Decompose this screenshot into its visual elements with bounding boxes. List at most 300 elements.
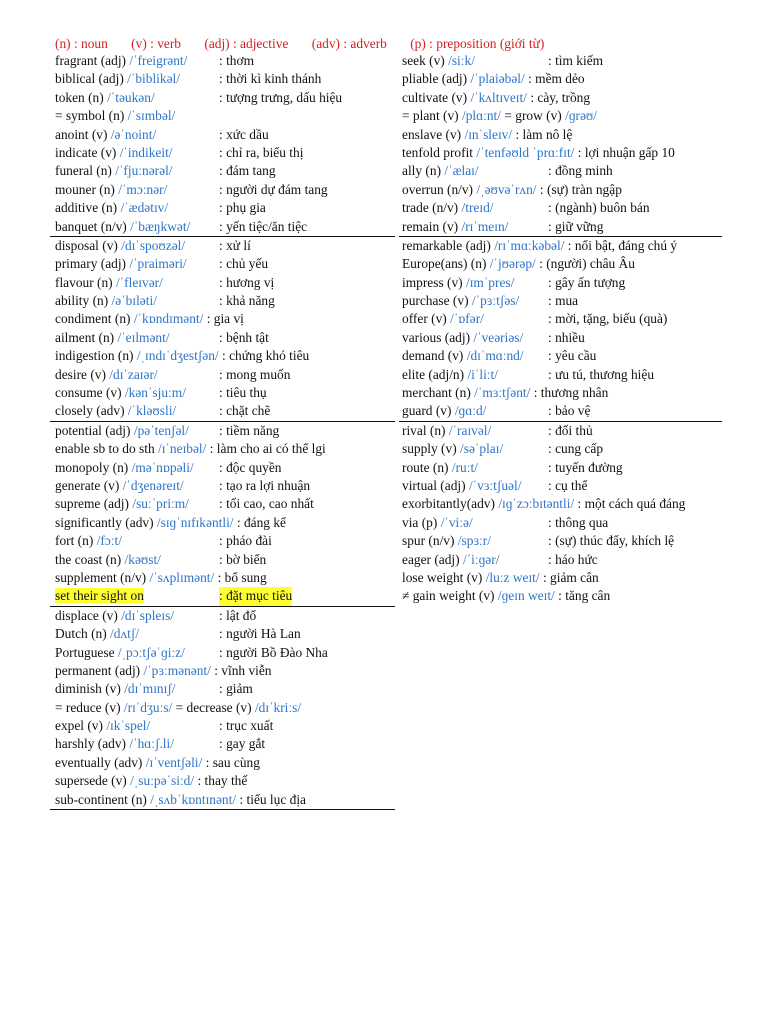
vocab-term [55, 681, 176, 696]
term-meaning: = decrease (v) [175, 699, 252, 715]
vocab-term [55, 423, 189, 438]
vocab-entry [55, 495, 395, 513]
vocab-entry [55, 717, 395, 735]
term-word: indicate (v) [55, 144, 117, 160]
vocab-term [402, 330, 523, 345]
term-meaning: : xức dầu [219, 126, 269, 142]
vocab-term [55, 330, 170, 345]
section-divider [50, 809, 395, 810]
vocab-term [402, 570, 540, 585]
term-meaning: : cụ thể [548, 477, 588, 493]
term-phonetic: /dɪˈmɑːnd/ [466, 348, 524, 364]
term-phonetic: /ruːt/ [451, 459, 478, 475]
vocab-term [55, 275, 163, 290]
term-word: closely (adv) [55, 403, 125, 419]
vocab-term [402, 588, 555, 603]
term-meaning: : cày, trồng [530, 89, 591, 105]
term-word: anoint (v) [55, 126, 108, 142]
vocab-term [55, 663, 211, 678]
term-meaning: : chặt chẽ [219, 403, 271, 419]
vocab-term [55, 441, 206, 456]
vocab-term [402, 478, 521, 493]
term-phonetic: /ɡɑːd/ [454, 403, 487, 419]
vocab-entry [402, 52, 732, 70]
term-word: offer (v) [402, 311, 447, 327]
vocab-term [402, 182, 537, 197]
term-phonetic: /ˈfreigrənt/ [129, 53, 188, 68]
vocab-entry [402, 551, 732, 569]
term-phonetic: /ɡeɪn weɪt/ [497, 588, 555, 604]
vocab-entry [402, 495, 732, 513]
term-phonetic: /ˈvɜːtʃuəl/ [468, 477, 522, 493]
term-word: flavour (n) [55, 274, 113, 290]
term-word: token (n) [55, 89, 104, 105]
term-phonetic: /ˈtenfəʊld ˈprɑːfɪt/ [476, 144, 575, 160]
vocab-term [402, 200, 493, 215]
term-phonetic: /ˈjʊərəp/ [489, 256, 536, 272]
term-meaning: : một cách quá đáng [577, 496, 686, 512]
term-word: generate (v) [55, 477, 120, 493]
term-phonetic: /əˈnoint/ [110, 126, 157, 142]
term-phonetic: /sɪɡˈnɪfɪkəntli/ [156, 514, 234, 530]
term-phonetic: /ˈraɪvəl/ [448, 422, 492, 438]
vocab-entry [55, 89, 395, 107]
term-phonetic: /ˈtəukən/ [107, 89, 155, 105]
term-word: funeral (n) [55, 163, 112, 179]
term-word: biblical (adj) [55, 71, 124, 87]
term-word: set their sight on [55, 588, 144, 604]
term-meaning: : thông qua [548, 514, 609, 530]
vocab-term [402, 403, 486, 418]
vocab-entry [402, 199, 732, 217]
vocab-entry [55, 662, 395, 680]
vocab-term [55, 90, 155, 105]
term-word: supply (v) [402, 441, 457, 457]
vocab-term [402, 515, 473, 530]
term-phonetic: /ɪˈventʃəli/ [145, 754, 203, 770]
term-meaning: : xử lí [219, 237, 251, 253]
term-meaning: : chủ yếu [219, 256, 269, 272]
term-meaning: : khả năng [219, 293, 275, 309]
term-phonetic: /əˈbɪləti/ [111, 293, 157, 309]
vocab-term [55, 792, 236, 807]
term-word: guard (v) [402, 403, 452, 419]
term-word: pliable (adj) [402, 71, 468, 87]
vocab-entry [402, 126, 732, 144]
term-word: various (adj) [402, 329, 471, 345]
vocab-entry [55, 255, 395, 273]
term-phonetic: /ˈædətɪv/ [120, 200, 169, 216]
vocab-term [55, 588, 144, 603]
vocab-entry [55, 384, 395, 402]
vocab-entry [55, 107, 395, 125]
vocab-term [55, 385, 186, 400]
term-word: ally (n) [402, 163, 442, 179]
term-meaning: : đối thủ [548, 422, 593, 438]
term-meaning: : (người) châu Âu [539, 256, 635, 272]
legend-noun: (n) : noun [55, 36, 108, 51]
vocab-term [55, 533, 122, 548]
term-phonetic: /dʌtʃ/ [110, 626, 140, 642]
vocab-term [402, 127, 512, 142]
vocab-term [55, 645, 185, 660]
term-phonetic: /ˌsʌbˈkɒntɪnənt/ [150, 791, 237, 807]
vocab-entry [402, 384, 732, 402]
term-word: impress (v) [402, 274, 463, 290]
term-word: purchase (v) [402, 293, 469, 309]
term-word: = plant (v) [402, 108, 459, 124]
vocab-entry [55, 52, 395, 70]
vocab-term [55, 127, 156, 142]
vocab-term [402, 293, 519, 308]
term-meaning: : lật đổ [219, 607, 257, 623]
term-word: consume (v) [55, 385, 122, 401]
vocab-entry [55, 70, 395, 88]
term-meaning: : gây ấn tượng [548, 274, 626, 290]
term-word: diminish (v) [55, 681, 121, 697]
vocab-term [55, 552, 161, 567]
vocab-term [402, 145, 574, 160]
vocab-entry [55, 144, 395, 162]
vocab-term [55, 108, 175, 123]
term-phonetic: /ɡrəʊ/ [565, 108, 597, 124]
term-meaning: : bảo vệ [548, 403, 591, 419]
term-meaning: : tượng trưng, dấu hiệu [219, 89, 343, 105]
term-phonetic: /rɪˈdʒuːs/ [123, 699, 173, 715]
term-word: demand (v) [402, 348, 464, 364]
term-meaning: : tiêu thụ [219, 385, 267, 401]
vocab-entry [402, 587, 732, 605]
term-word: supersede (v) [55, 773, 127, 789]
term-meaning: : mời, tặng, biếu (quà) [548, 311, 668, 327]
term-phonetic: /ˈælaɪ/ [444, 163, 479, 179]
vocab-term [402, 385, 530, 400]
term-phonetic: /ˈbiblikəl/ [127, 71, 180, 87]
term-phonetic: /dɪˈkriːs/ [254, 699, 302, 715]
vocab-entry [55, 422, 395, 440]
term-word: additive (n) [55, 200, 118, 216]
term-meaning: : độc quyền [219, 459, 282, 475]
vocab-term [55, 311, 203, 326]
vocab-entry [402, 274, 732, 292]
term-word: remain (v) [402, 218, 459, 234]
term-meaning: : hương vị [219, 274, 275, 290]
vocab-entry [55, 126, 395, 144]
term-meaning: : háo hức [548, 551, 598, 567]
term-word: seek (v) [402, 53, 445, 68]
term-word: banquet (n/v) [55, 218, 127, 234]
vocab-entry [55, 607, 395, 625]
term-word: elite (adj/n) [402, 366, 465, 382]
term-meaning: : chứng khó tiêu [222, 348, 310, 364]
term-meaning: : đồng minh [548, 163, 613, 179]
vocab-term [55, 367, 158, 382]
vocab-entry [402, 89, 732, 107]
vocab-entry [55, 218, 395, 236]
vocab-term [55, 403, 176, 418]
vocab-entry [402, 292, 732, 310]
legend-preposition: (p) : preposition (giới từ) [410, 36, 545, 51]
term-word: eventually (adv) [55, 754, 143, 770]
vocab-entry [55, 459, 395, 477]
vocab-term [55, 71, 180, 86]
vocab-term [55, 570, 214, 585]
vocab-entry [55, 754, 395, 772]
vocab-entry [55, 735, 395, 753]
term-phonetic: /ˈbæŋkwət/ [130, 218, 191, 234]
vocab-entry [402, 402, 732, 420]
term-word: fort (n) [55, 533, 94, 549]
vocab-entry [55, 162, 395, 180]
term-meaning: : người Hà Lan [219, 626, 301, 642]
term-word: = symbol (n) [55, 108, 125, 124]
term-phonetic: /səˈplaɪ/ [460, 441, 504, 457]
vocab-term [402, 552, 499, 567]
term-meaning: : yêu cầu [548, 348, 597, 364]
vocab-entry [402, 70, 732, 88]
term-word: enable sb to do sth [55, 441, 155, 457]
term-phonetic: /ɪnˈsleɪv/ [464, 126, 513, 142]
term-meaning: : phụ gia [219, 200, 266, 216]
term-meaning: : chỉ ra, biểu thị [219, 144, 304, 160]
term-word: rival (n) [402, 422, 446, 438]
term-meaning: : bờ biển [219, 551, 267, 567]
term-phonetic: /rɪˈmeɪn/ [461, 218, 509, 234]
vocab-term [402, 108, 501, 123]
term-phonetic: /ˈdʒenəreɪt/ [122, 477, 184, 493]
vocab-term [55, 755, 202, 770]
vocab-entry [55, 680, 395, 698]
term-word: trade (n/v) [402, 200, 459, 216]
vocab-term [402, 423, 491, 438]
term-word: overrun (n/v) [402, 181, 474, 197]
vocab-term [55, 736, 174, 751]
term-meaning: : người Bồ Đào Nha [219, 644, 328, 660]
term-phonetic: /plɑːnt/ [462, 108, 501, 124]
term-meaning: : trục xuất [219, 718, 274, 734]
vocab-term [402, 275, 514, 290]
vocab-term [55, 293, 157, 308]
term-phonetic: /ˈkləʊsli/ [127, 403, 177, 419]
term-word: = reduce (v) [55, 699, 121, 715]
term-phonetic: /ˈeɪlmənt/ [117, 329, 170, 345]
vocab-entry [55, 625, 395, 643]
term-phonetic: /rɪˈmɑːkəbəl/ [494, 237, 565, 253]
vocab-entry [55, 551, 395, 569]
term-phonetic: /ˈkɒndɪmənt/ [133, 311, 204, 327]
term-word: indigestion (n) [55, 348, 134, 364]
vocab-entry [55, 329, 395, 347]
vocab-term [55, 348, 219, 363]
term-meaning: : sau cùng [205, 754, 260, 770]
vocab-term [402, 71, 525, 86]
vocab-entry [55, 181, 395, 199]
term-meaning: : gia vị [206, 311, 244, 327]
vocab-entry [55, 347, 395, 365]
vocab-term [55, 460, 194, 475]
term-phonetic: /kənˈsjuːm/ [124, 385, 186, 401]
vocab-entry [55, 477, 395, 495]
vocab-term [55, 496, 189, 511]
vocab-entry [402, 107, 732, 125]
vocab-term [55, 773, 194, 788]
vocab-term [402, 163, 479, 178]
term-word: harshly (adv) [55, 736, 127, 752]
term-word: potential (adj) [55, 422, 131, 438]
term-meaning: : giảm cân [542, 569, 599, 585]
vocab-term [55, 626, 139, 641]
vocab-term [402, 460, 478, 475]
term-word: Portuguese [55, 644, 115, 660]
term-phonetic: /ɪɡˈzɔːbɪtəntli/ [498, 496, 575, 512]
term-meaning: : mềm dẻo [528, 71, 585, 87]
term-meaning: : tiểu lục địa [239, 791, 306, 807]
vocab-entry [402, 310, 732, 328]
vocab-entry [402, 569, 732, 587]
term-word: primary (adj) [55, 256, 127, 272]
vocab-entry [55, 699, 395, 717]
vocab-entry [55, 440, 395, 458]
term-phonetic: /ˈveəriəs/ [473, 329, 524, 345]
vocab-entry [55, 310, 395, 328]
vocab-entry [55, 644, 395, 662]
term-phonetic: /ˈsʌplɪmənt/ [149, 569, 215, 585]
vocab-entry [402, 532, 732, 550]
term-meaning: : làm cho ai có thể lgi [209, 441, 326, 457]
term-word: via (p) [402, 514, 438, 530]
vocab-entry [55, 292, 395, 310]
term-meaning: : thời kì kinh thánh [219, 71, 322, 87]
vocab-entry [55, 532, 395, 550]
term-word: significantly (adv) [55, 514, 154, 530]
term-meaning: : tìm kiếm [548, 53, 604, 68]
term-phonetic: /ˈindikeit/ [119, 144, 173, 160]
term-meaning: : (sự) thúc đẩy, khích lệ [548, 533, 675, 549]
vocab-term [402, 441, 503, 456]
term-word: cultivate (v) [402, 89, 468, 105]
term-word: ailment (n) [55, 329, 115, 345]
term-meaning: : vĩnh viễn [214, 662, 272, 678]
term-word: disposal (v) [55, 237, 118, 253]
term-word: eager (adj) [402, 551, 460, 567]
term-meaning: : tối cao, cao nhất [219, 496, 314, 512]
term-phonetic: /spɜːr/ [457, 533, 491, 549]
vocab-term [55, 163, 173, 178]
term-phonetic: /ˌɪndɪˈdʒestʃən/ [136, 348, 219, 364]
term-meaning: : tạo ra lợi nhuận [219, 477, 311, 493]
vocab-entry [402, 459, 732, 477]
term-meaning: : lợi nhuận gấp 10 [577, 144, 675, 160]
term-phonetic: /ˈpɜːmənənt/ [143, 662, 211, 678]
vocab-term [402, 496, 574, 511]
vocab-term [55, 238, 185, 253]
vocab-term [55, 718, 150, 733]
term-word: permanent (adj) [55, 662, 141, 678]
vocab-entry [55, 237, 395, 255]
term-meaning: : thay thế [197, 773, 248, 789]
term-word: desire (v) [55, 366, 106, 382]
right-vocab-column [402, 52, 732, 606]
term-meaning: : giữ vững [548, 218, 604, 234]
term-word: expel (v) [55, 718, 103, 734]
term-phonetic: /pəˈtenʃəl/ [133, 422, 189, 438]
term-word: Europe(ans) (n) [402, 256, 487, 272]
legend [55, 34, 564, 53]
term-phonetic: /ˈfleɪvər/ [116, 274, 163, 290]
term-meaning: : bổ sung [217, 569, 267, 585]
vocab-entry [402, 218, 732, 236]
term-phonetic: /ˈmɔːnər/ [118, 181, 168, 197]
term-meaning: : gay gắt [219, 736, 266, 752]
legend-verb: (v) : verb [131, 36, 181, 51]
term-phonetic: /ˈhɑːʃ.li/ [129, 736, 174, 752]
vocab-term [55, 145, 173, 160]
term-phonetic: /ˈiːɡər/ [462, 551, 500, 567]
vocab-entry [402, 366, 732, 384]
term-word: sub-continent (n) [55, 791, 147, 807]
term-meaning: : ưu tú, thương hiệu [548, 366, 655, 382]
term-word: spur (n/v) [402, 533, 455, 549]
term-phonetic: /ˈɒfər/ [450, 311, 484, 327]
term-phonetic: /ˌpɔːtʃəˈɡiːz/ [117, 644, 185, 660]
term-word: remarkable (adj) [402, 237, 491, 253]
term-meaning: : làm nô lệ [515, 126, 573, 142]
term-word: monopoly (n) [55, 459, 129, 475]
term-word: merchant (n) [402, 385, 471, 401]
term-phonetic: /ˌsuːpəˈsiːd/ [130, 773, 195, 789]
term-phonetic: /ɪkˈspel/ [106, 718, 151, 734]
term-meaning: : thơm [219, 53, 254, 68]
vocab-entry [402, 237, 732, 255]
term-meaning: : nổi bật, đáng chú ý [567, 237, 678, 253]
vocab-term [55, 53, 187, 68]
vocab-entry [402, 440, 732, 458]
term-phonetic: /ˈsɪmbəl/ [127, 108, 176, 124]
term-meaning: : tiềm năng [219, 422, 280, 438]
term-word: fragrant (adj) [55, 53, 127, 68]
term-phonetic: /luːz weɪt/ [485, 569, 540, 585]
term-meaning: : cung cấp [548, 441, 604, 457]
term-meaning: : (ngành) buôn bán [548, 200, 650, 216]
term-phonetic: /ɪˈneɪbəl/ [158, 441, 207, 457]
term-meaning: : giảm [219, 681, 253, 697]
vocab-term [55, 515, 234, 530]
vocab-entry [402, 347, 732, 365]
term-phonetic: /iˈliːt/ [467, 366, 498, 382]
term-phonetic: /ˈplaiəbəl/ [470, 71, 525, 87]
left-vocab-column [55, 52, 395, 810]
vocab-term [402, 53, 475, 68]
vocab-entry [55, 791, 395, 809]
term-phonetic: /ˈkʌltɪveɪt/ [470, 89, 527, 105]
term-word: mouner (n) [55, 181, 115, 197]
vocab-term [402, 238, 564, 253]
term-word: supreme (adj) [55, 496, 129, 512]
vocab-entry [55, 514, 395, 532]
vocab-entry [55, 199, 395, 217]
term-word: exorbitantly(adv) [402, 496, 495, 512]
vocab-entry [402, 422, 732, 440]
term-phonetic: /ˈpɜːtʃəs/ [471, 293, 520, 309]
term-word: condiment (n) [55, 311, 131, 327]
vocab-entry [55, 366, 395, 384]
term-word: ability (n) [55, 293, 109, 309]
term-word: enslave (v) [402, 126, 462, 142]
vocab-entry [55, 274, 395, 292]
term-word: ≠ gain weight (v) [402, 588, 495, 604]
vocab-term [402, 311, 484, 326]
vocab-term [55, 608, 174, 623]
